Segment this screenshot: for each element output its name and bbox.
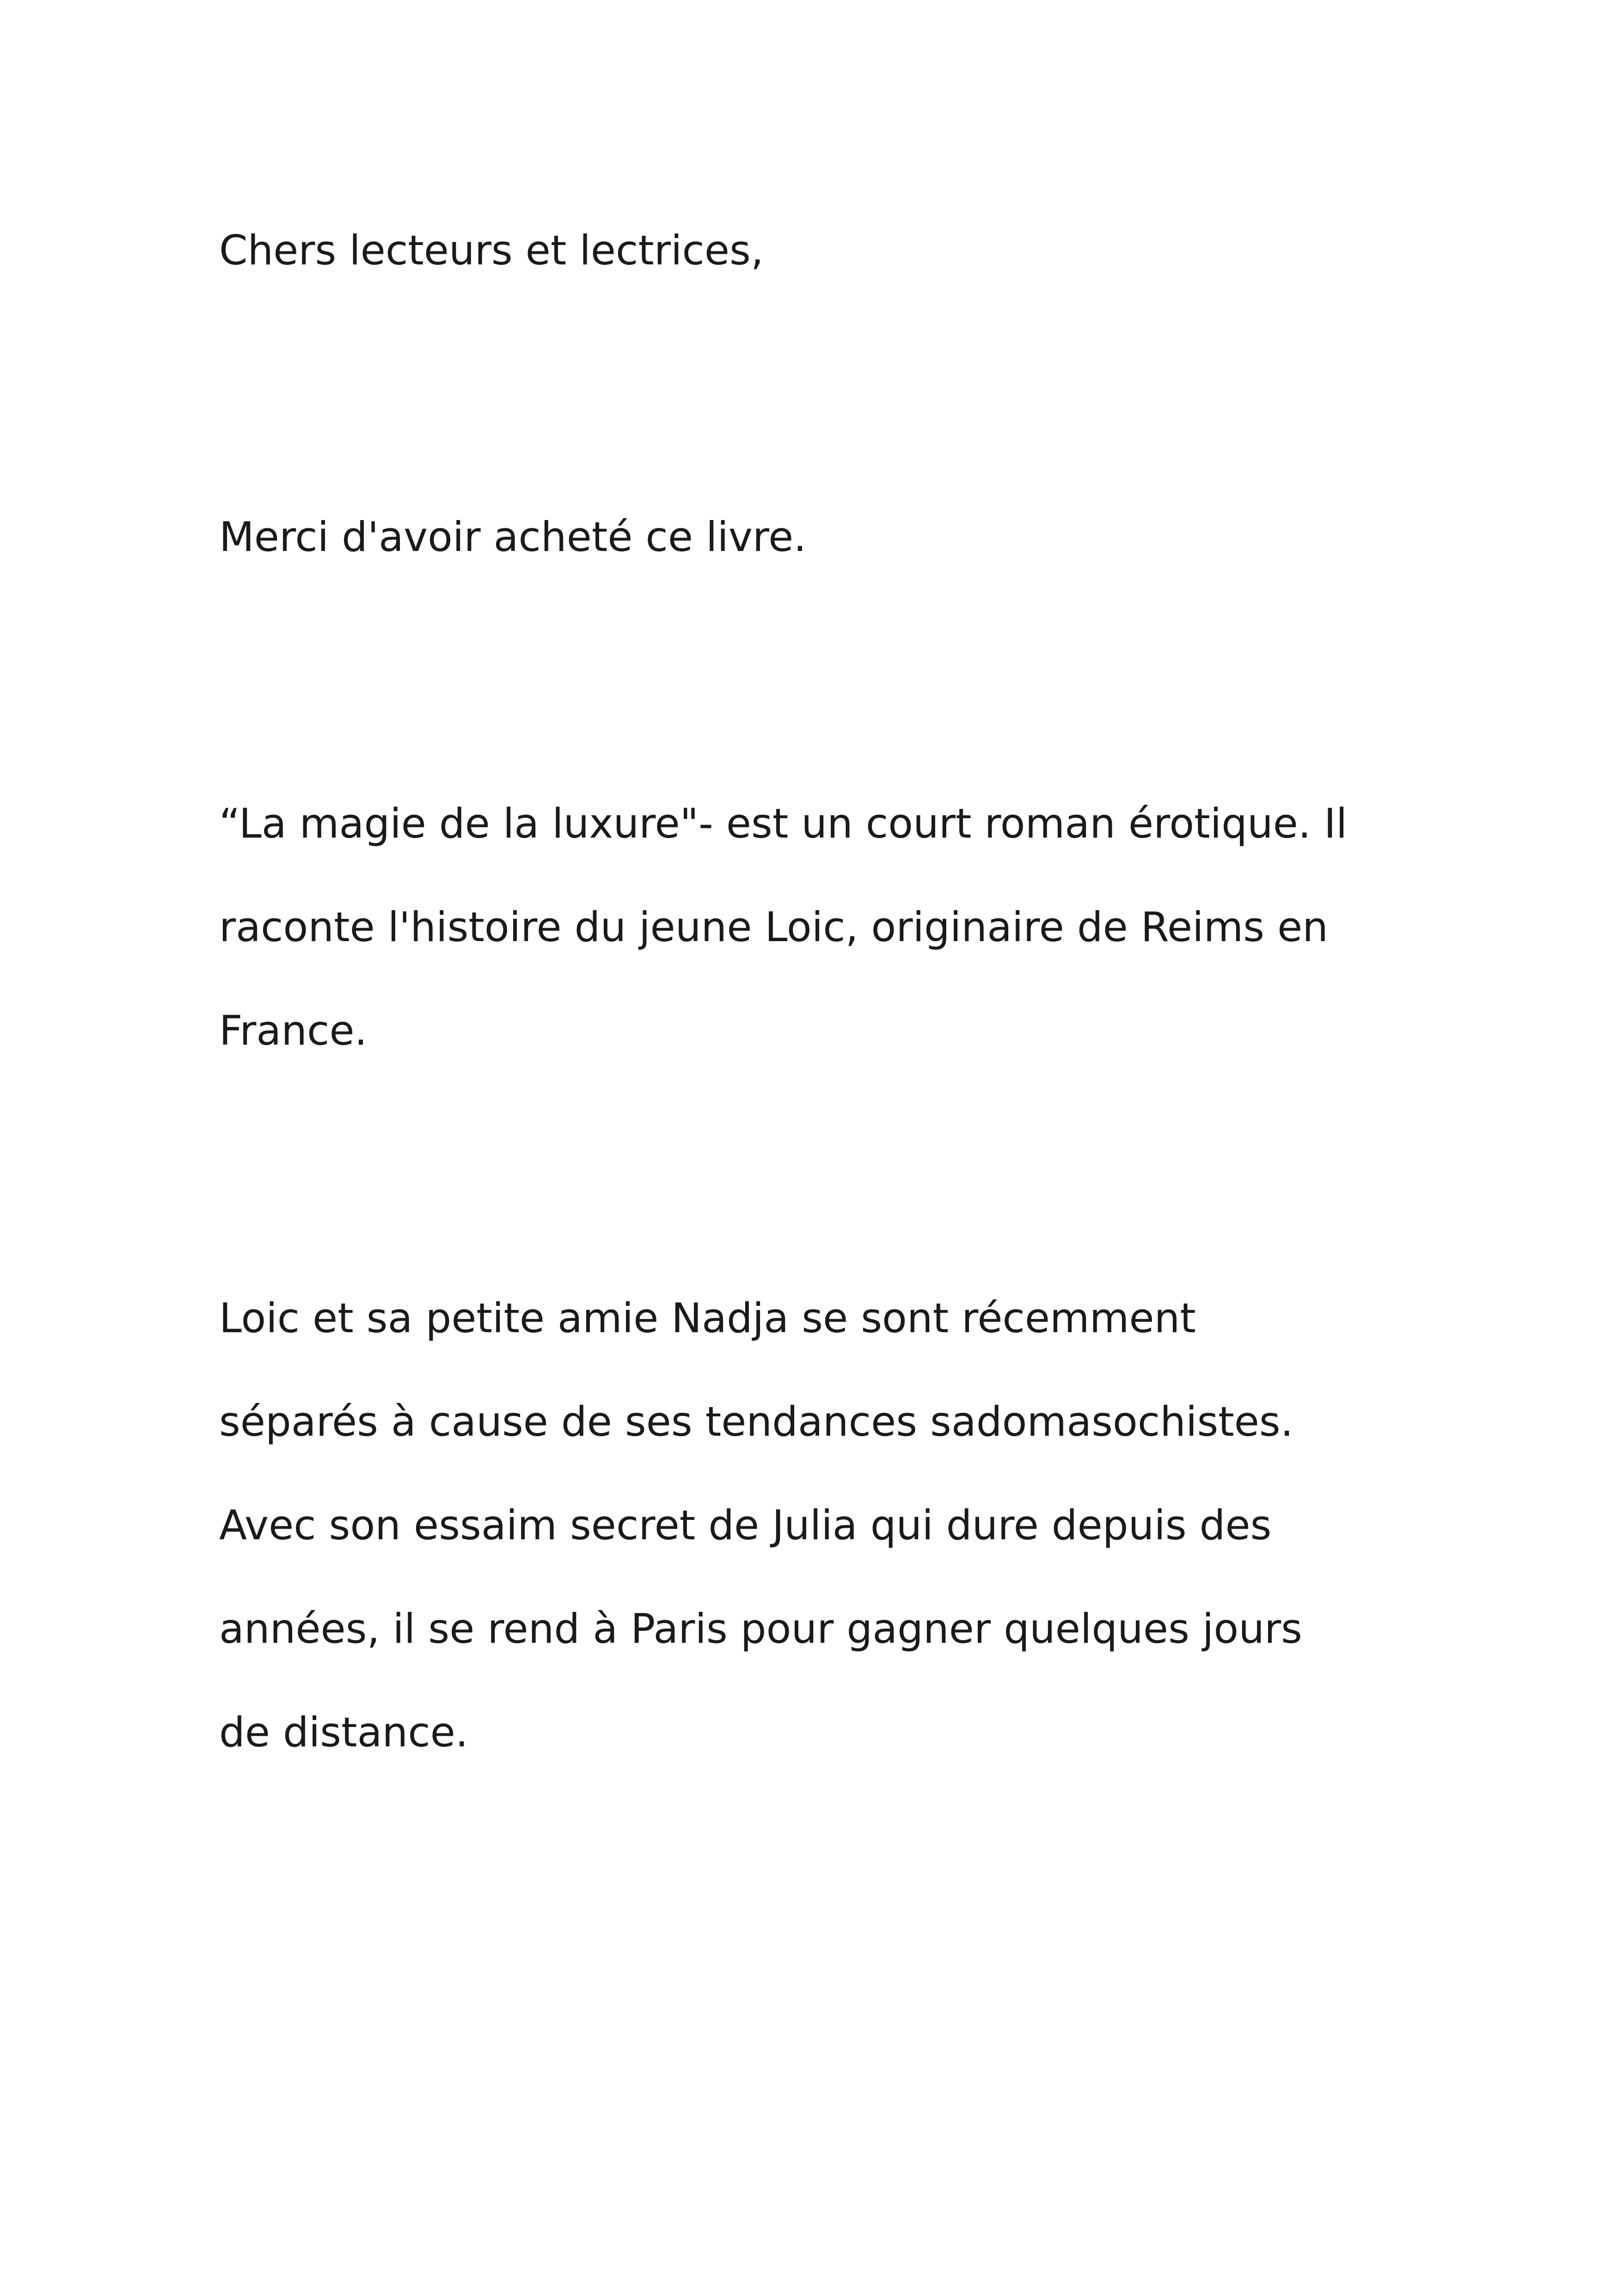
intro-line-1: “La magie de la luxure"- est un court roman érotique. Il	[219, 800, 1348, 847]
summary-line-2: séparés à cause de ses tendances sadomasochistes.	[219, 1398, 1293, 1445]
summary-line-3: Avec son essaim secret de Julia qui dure depuis des	[219, 1501, 1272, 1549]
thanks-line: Merci d'avoir acheté ce livre.	[219, 513, 807, 561]
thanks-paragraph	[219, 485, 1403, 589]
summary-line-4: années, il se rend à Paris pour gagner quelques jours	[219, 1605, 1302, 1653]
greeting-paragraph	[219, 199, 1403, 302]
intro-line-2: raconte l'histoire du jeune Loic, originaire de Reims en	[219, 903, 1329, 951]
intro-paragraph	[219, 772, 1403, 1083]
summary-paragraph	[219, 1267, 1403, 1784]
summary-line-5: de distance.	[219, 1708, 468, 1756]
summary-line-1: Loic et sa petite amie Nadja se sont récemment	[219, 1294, 1196, 1342]
greeting-line: Chers lecteurs et lectrices,	[219, 227, 764, 274]
intro-line-3: France.	[219, 1007, 368, 1054]
